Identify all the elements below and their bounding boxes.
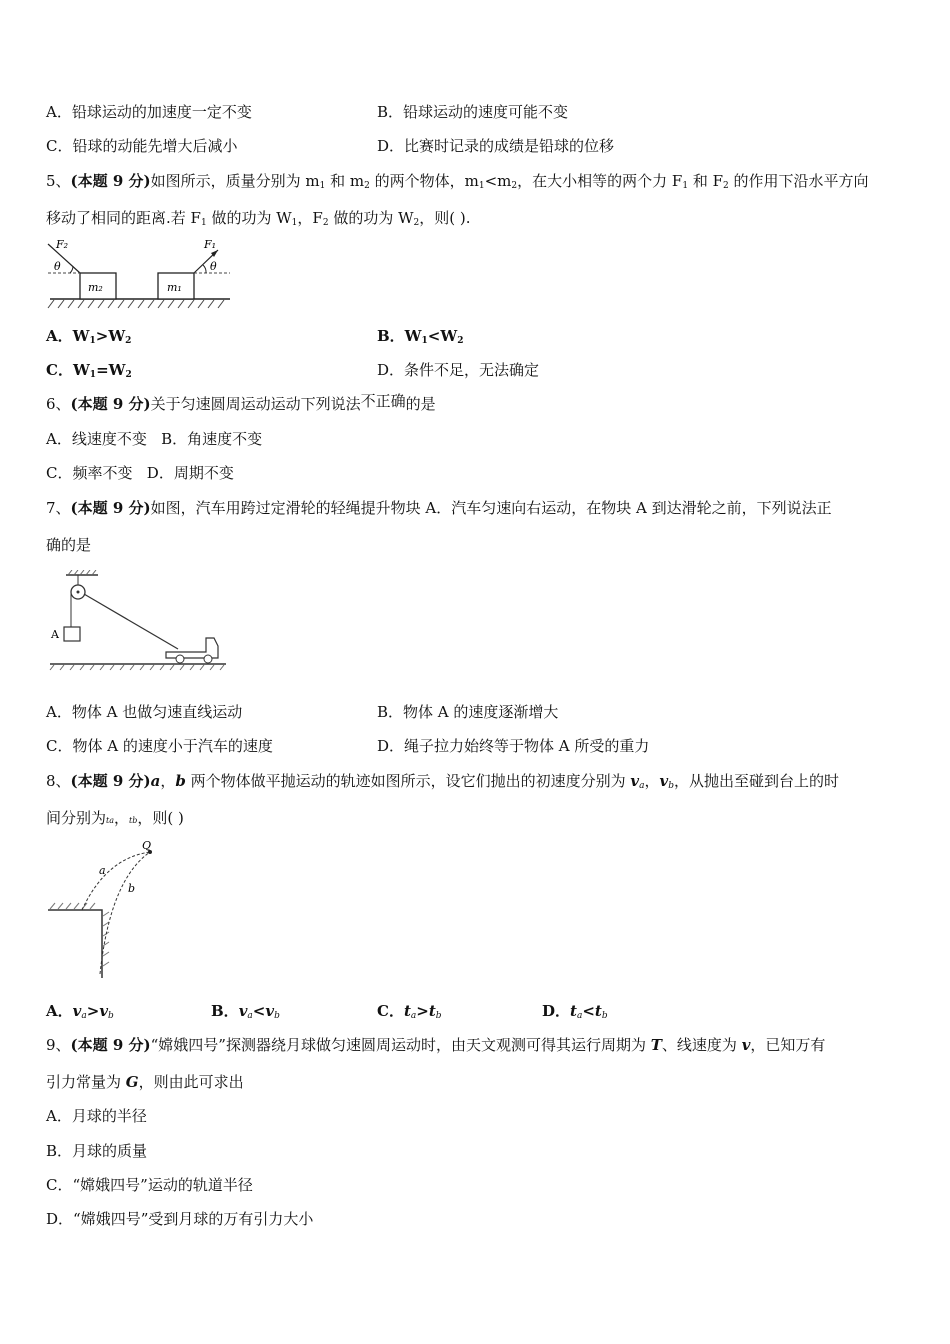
q7-option-d: D．绳子拉力始终等于物体 A 所受的重力 [377,737,650,755]
q8-fig-b-label: b [128,882,136,895]
q7-option-c: C．物体 A 的速度小于汽车的速度 [46,737,273,755]
q8-stem-line2: 间分别为ta，tb，则( ) [46,809,184,827]
q6-options-cd: C．频率不变 D．周期不变 [46,464,234,482]
q9-option-d: D．“嫦娥四号”受到月球的万有引力大小 [46,1210,314,1228]
q8-figure [46,840,166,980]
q5-stem-line2: 移动了相同的距离.若 $F_1$ 做的功为 $W_1$，$F_2$ 做的功为 $W_2$，则( ). [46,209,471,228]
q9-stem-line2: 引力常量为 G，则由此可求出 [46,1073,244,1091]
q5-option-c: C．$W_1=W_2$ [46,361,132,380]
q5-figure [46,236,232,310]
q4-option-d: D．比赛时记录的成绩是铅球的位移 [377,137,615,155]
q7-stem-line1: 7、(本题 9 分)如图，汽车用跨过定滑轮的轻绳提升物块 A．汽车匀速向右运动，在物块 A 到达滑轮之前，下列说法正 [46,499,832,517]
q5-option-d: D．条件不足，无法确定 [377,361,540,379]
q9-option-a: A．月球的半径 [46,1107,147,1125]
q5-option-a: A．$W_1>W_2$ [46,327,132,346]
q5-fig-f2-label: F₂ [56,238,69,251]
q7-fig-block-label: A [51,628,59,641]
q8-option-c: C．$t_a>t_b$ [377,1002,442,1021]
q8-option-b: B．$v_a<v_b$ [211,1002,280,1021]
q8-stem-line1: 8、(本题 9 分)a，b 两个物体做平抛运动的轨迹如图所示，设它们抛出的初速度分别为 $v_a$，$v_b$，从抛出至碰到台上的时 [46,772,840,791]
q5-option-b: B．$W_1<W_2$ [377,327,464,346]
q5-stem-line1: 5、(本题 9 分)如图所示，质量分别为 $m_1$ 和 $m_2$ 的两个物体，$m_1<m_2$，在大小相等的两个力 $F_1$ 和 $F_2$ 的作用下沿水平方向 [46,172,869,191]
q5-fig-m2-label: m₂ [88,281,103,294]
q9-stem-line1: 9、(本题 9 分)“嫦娥四号”探测器绕月球做匀速圆周运动时，由天文观测可得其运行周期为 T、线速度为 v，已知万有 [46,1036,826,1054]
q7-option-b: B．物体 A 的速度逐渐增大 [377,703,559,721]
q4-option-a: A．铅球运动的加速度一定不变 [46,103,252,121]
q5-fig-m1-label: m₁ [167,281,182,294]
q9-option-c: C．“嫦娥四号”运动的轨道半径 [46,1176,253,1194]
q6-stem: 6、(本题 9 分)关于匀速圆周运动运动下列说法不正确的是 [46,392,436,413]
q8-option-d: D．$t_a<t_b$ [542,1002,608,1021]
q4-option-c: C．铅球的动能先增大后减小 [46,137,238,155]
q4-option-b: B．铅球运动的速度可能不变 [377,103,569,121]
q8-fig-a-label: a [99,864,106,877]
q8-fig-q-label: Q [142,840,152,852]
q7-option-a: A．物体 A 也做匀速直线运动 [46,703,243,721]
q5-fig-theta-left: θ [54,260,61,273]
q5-fig-theta-right: θ [210,260,217,273]
q7-figure [46,570,230,674]
q6-options-ab: A．线速度不变 B．角速度不变 [46,430,263,448]
q5-fig-f1-label: F₁ [204,238,217,251]
q9-option-b: B．月球的质量 [46,1142,148,1160]
q8-option-a: A．$v_a>v_b$ [46,1002,114,1021]
q7-stem-line2: 确的是 [46,536,92,554]
